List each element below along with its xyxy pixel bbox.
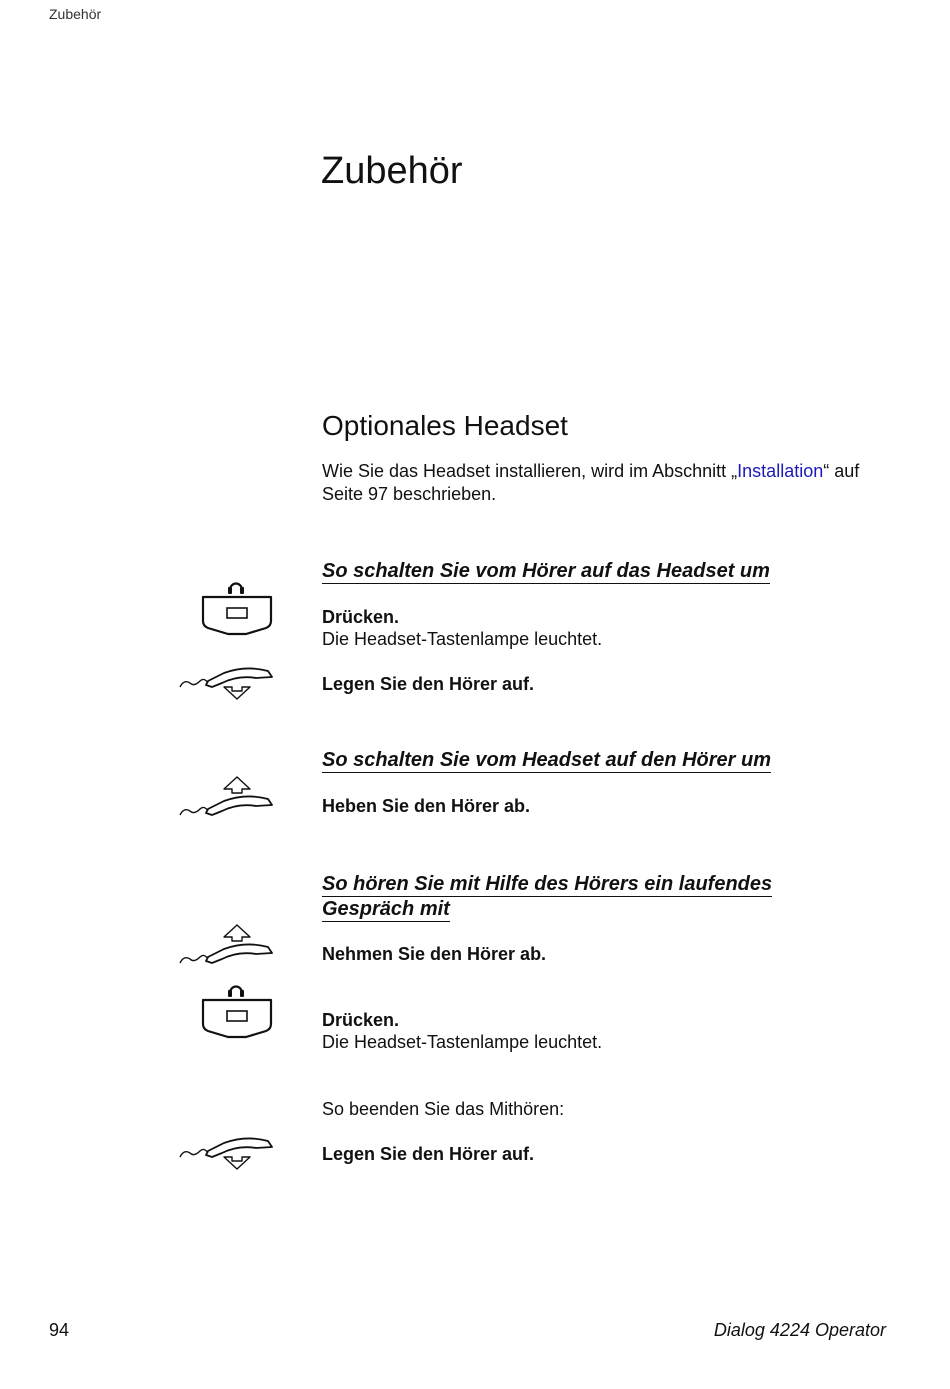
section-title: Optionales Headset (322, 410, 568, 441)
headset-key-icon (176, 573, 276, 639)
intro-paragraph (322, 460, 902, 506)
procedure-heading-2-text: So schalten Sie vom Headset auf den Hörer um (322, 749, 772, 771)
procedure-heading-2 (322, 748, 771, 773)
document-title: Dialog 4224 Operator (713, 1320, 886, 1340)
step-hang-up-1: Legen Sie den Hörer auf. (322, 674, 535, 694)
step-press-3: Drücken. (322, 1010, 400, 1030)
page-number: 94 (49, 1320, 70, 1340)
installation-link[interactable]: Installation (737, 461, 824, 481)
procedure-heading-3-line1: So hören Sie mit Hilfe des Hörers ein laufendes (322, 873, 773, 895)
intro-text-before: Wie Sie das Headset installieren, wird im Abschnitt „ (322, 461, 738, 481)
handset-down-icon (176, 665, 276, 705)
step-lamp-note-1: Die Headset-Tastenlampe leuchtet. (322, 629, 603, 649)
step-lamp-note-3: Die Headset-Tastenlampe leuchtet. (322, 1032, 603, 1052)
running-head: Zubehör (49, 6, 102, 22)
procedure-heading-1 (322, 559, 770, 584)
intro-text-after: “ auf Seite 97 beschrieben. (322, 461, 860, 504)
headset-key-icon (176, 976, 276, 1042)
step-pick-up-2: Heben Sie den Hörer ab. (322, 796, 531, 816)
end-listening-note: So beenden Sie das Mithören: (322, 1099, 565, 1119)
step-press-1: Drücken. (322, 607, 400, 627)
step-pick-up-3: Nehmen Sie den Hörer ab. (322, 944, 547, 964)
handset-up-icon (176, 775, 276, 821)
procedure-heading-3 (322, 872, 802, 922)
handset-down-icon (176, 1135, 276, 1175)
step-hang-up-3: Legen Sie den Hörer auf. (322, 1144, 535, 1164)
handset-up-icon (176, 923, 276, 969)
chapter-title: Zubehör (321, 150, 463, 192)
procedure-heading-1-text: So schalten Sie vom Hörer auf das Headset um (322, 560, 770, 582)
procedure-heading-3-line2: Gespräch mit (322, 898, 450, 920)
